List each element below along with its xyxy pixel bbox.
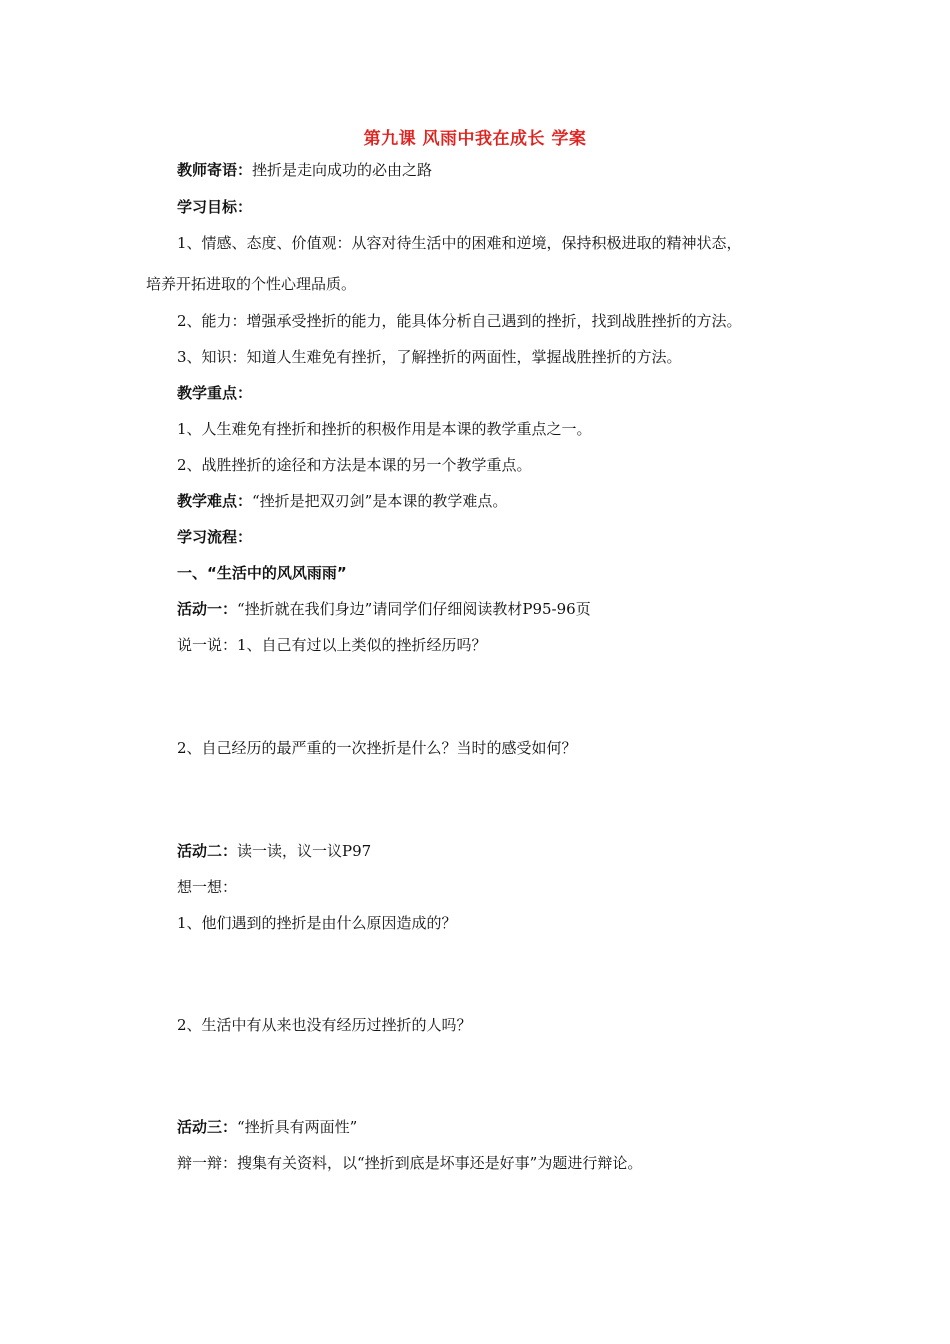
objective-2: 2、能力：增强承受挫折的能力，能具体分析自己遇到的挫折，找到战胜挫折的方法。 [177,312,742,330]
teacher-note [177,160,432,180]
objectives-heading: 学习目标： [177,198,253,216]
activity-3 [177,1117,357,1137]
teacher-note-text: 挫折是走向成功的必由之路 [252,161,433,179]
difficulty-label: 教学难点： [177,492,253,510]
key-point-1: 1、人生难免有挫折和挫折的积极作用是本课的教学重点之一。 [177,420,592,438]
page-title: 第九课 风雨中我在成长 学案 [363,129,587,149]
key-points-heading: 教学重点： [177,384,253,402]
activity-2-text: 读一读，议一议P97 [237,842,372,860]
process-heading: 学习流程： [177,528,253,546]
teacher-note-label: 教师寄语： [177,161,253,179]
activity-1-question-1: 说一说：1、自己有过以上类似的挫折经历吗？ [177,636,487,654]
activity-1-question-2: 2、自己经历的最严重的一次挫折是什么？当时的感受如何？ [177,739,577,757]
key-point-2: 2、战胜挫折的途径和方法是本课的另一个教学重点。 [177,456,532,474]
activity-3-text: “挫折具有两面性” [237,1118,358,1136]
objective-1-line-2: 培养开拓进取的个性心理品质。 [146,275,357,293]
activity-3-debate: 辩一辩：搜集有关资料，以“挫折到底是坏事还是好事”为题进行辩论。 [177,1154,643,1172]
activity-3-label: 活动三： [177,1118,238,1136]
activity-2-question-2: 2、生活中有从来也没有经历过挫折的人吗？ [177,1016,472,1034]
objective-1-line-1: 1、情感、态度、价值观：从容对待生活中的困难和逆境，保持积极进取的精神状态， [177,234,742,252]
activity-1-label: 活动一： [177,600,238,618]
activity-1 [177,599,591,619]
activity-1-text: “挫折就在我们身边”请同学们仔细阅读教材P95-96页 [237,600,591,618]
section-1-heading: 一、“生活中的风风雨雨” [177,564,347,582]
difficulty [177,491,507,511]
activity-2-question-1: 1、他们遇到的挫折是由什么原因造成的？ [177,914,457,932]
activity-2-label: 活动二： [177,842,238,860]
difficulty-text: “挫折是把双刃剑”是本课的教学难点。 [252,492,508,510]
activity-2-prompt: 想一想： [177,878,238,896]
activity-2 [177,841,371,861]
objective-3: 3、知识：知道人生难免有挫折，了解挫折的两面性，掌握战胜挫折的方法。 [177,348,682,366]
